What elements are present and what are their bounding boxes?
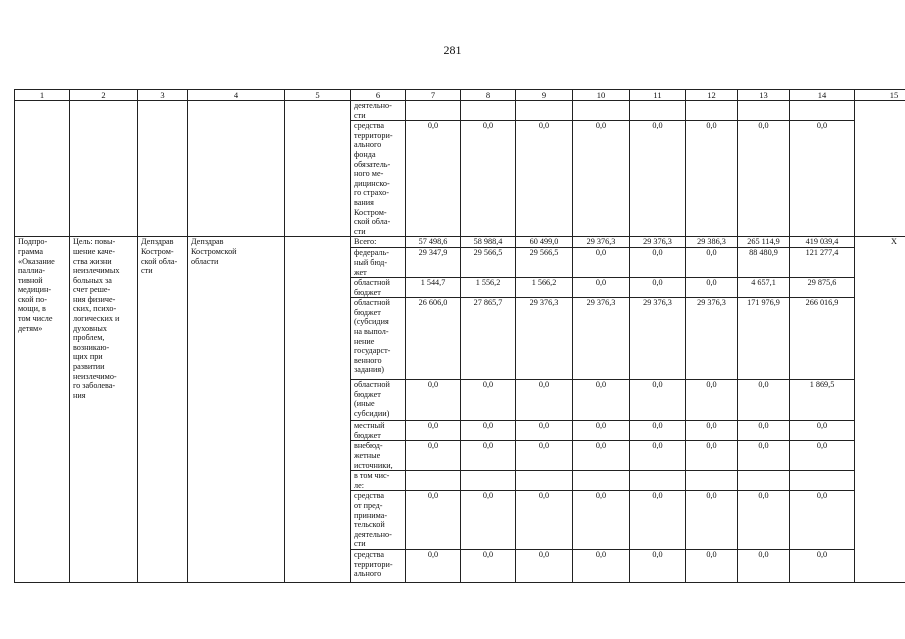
page-number: 281 bbox=[443, 43, 462, 57]
column-number-cell: 5 bbox=[285, 90, 351, 101]
value-cell: 0,0 bbox=[461, 550, 516, 583]
empty-cell bbox=[285, 101, 351, 237]
value-cell: 0,0 bbox=[516, 380, 573, 421]
value-cell: 27 865,7 bbox=[461, 298, 516, 380]
value-cell bbox=[790, 471, 855, 491]
value-cell: 4 657,1 bbox=[738, 278, 790, 298]
empty-cell bbox=[285, 237, 351, 583]
funding-source-label: средства территори- ального фонда обязатель- ного ме- дицинско- го страхо- вания Костром- ской обла- сти bbox=[351, 121, 406, 237]
value-cell: 29 376,3 bbox=[630, 298, 686, 380]
value-cell: 0,0 bbox=[516, 441, 573, 471]
funding-source-label: внебюд- жетные источники, bbox=[351, 441, 406, 471]
value-cell bbox=[516, 471, 573, 491]
value-cell: 0,0 bbox=[686, 491, 738, 550]
budget-table bbox=[14, 89, 905, 583]
value-cell: 0,0 bbox=[573, 278, 630, 298]
value-cell: 0,0 bbox=[790, 121, 855, 237]
value-cell: 0,0 bbox=[790, 421, 855, 441]
empty-cell bbox=[188, 101, 285, 237]
value-cell: 0,0 bbox=[573, 491, 630, 550]
value-cell: 0,0 bbox=[630, 491, 686, 550]
value-cell: 0,0 bbox=[630, 380, 686, 421]
column-number-cell: 1 bbox=[15, 90, 70, 101]
value-cell: 0,0 bbox=[790, 491, 855, 550]
column-number-cell: 9 bbox=[516, 90, 573, 101]
column-number-cell: 8 bbox=[461, 90, 516, 101]
goal-description: Цель: повы- шение каче- ства жизни неизлечимых больных за счет реше- ния физиче- ских, психо- логических и духовных проблем, возникаю- щих при развитии неизлечимо- го заболева- ния bbox=[70, 237, 138, 583]
value-cell: 0,0 bbox=[738, 491, 790, 550]
value-cell: 0,0 bbox=[686, 121, 738, 237]
value-cell bbox=[790, 101, 855, 121]
value-cell: 0,0 bbox=[686, 278, 738, 298]
value-cell: 0,0 bbox=[738, 380, 790, 421]
value-cell: 0,0 bbox=[686, 421, 738, 441]
value-cell: 0,0 bbox=[630, 421, 686, 441]
value-cell: 1 544,7 bbox=[406, 278, 461, 298]
column-number-cell: 14 bbox=[790, 90, 855, 101]
subprogram-name: Подпро- грамма «Оказание паллиа- тивной медицин- ской по- мощи, в том числе детям» bbox=[15, 237, 70, 583]
value-cell: 171 976,9 bbox=[738, 298, 790, 380]
value-cell: 0,0 bbox=[516, 550, 573, 583]
column-number-cell: 3 bbox=[138, 90, 188, 101]
value-cell: 0,0 bbox=[686, 550, 738, 583]
empty-cell bbox=[855, 101, 905, 237]
value-cell: 0,0 bbox=[573, 121, 630, 237]
value-cell: 29 376,3 bbox=[573, 237, 630, 248]
value-cell bbox=[406, 101, 461, 121]
value-cell bbox=[406, 471, 461, 491]
table-row bbox=[15, 101, 905, 121]
empty-cell bbox=[15, 101, 70, 237]
value-cell: 1 869,5 bbox=[790, 380, 855, 421]
value-cell: 0,0 bbox=[461, 121, 516, 237]
value-cell bbox=[573, 101, 630, 121]
funding-source-label: Всего: bbox=[351, 237, 406, 248]
column-number-cell: 6 bbox=[351, 90, 406, 101]
value-cell: 0,0 bbox=[516, 421, 573, 441]
value-cell bbox=[461, 471, 516, 491]
value-cell: 26 606,0 bbox=[406, 298, 461, 380]
value-cell: 29 875,6 bbox=[790, 278, 855, 298]
value-cell: 0,0 bbox=[630, 550, 686, 583]
responsible-executor: Депздрав Костром- ской обла- сти bbox=[138, 237, 188, 583]
value-cell: 0,0 bbox=[738, 421, 790, 441]
funding-source-label: средства от пред- принима- тельской деятельно- сти bbox=[351, 491, 406, 550]
value-cell: 0,0 bbox=[461, 421, 516, 441]
value-cell: 0,0 bbox=[573, 421, 630, 441]
value-cell: 0,0 bbox=[406, 550, 461, 583]
funding-source-label: средства территори- ального bbox=[351, 550, 406, 583]
funding-source-label: федераль- ный бюд- жет bbox=[351, 248, 406, 278]
value-cell bbox=[516, 101, 573, 121]
value-cell: 1 556,2 bbox=[461, 278, 516, 298]
table-row bbox=[15, 237, 905, 248]
empty-cell bbox=[70, 101, 138, 237]
value-cell: 57 498,6 bbox=[406, 237, 461, 248]
empty-cell bbox=[138, 101, 188, 237]
value-cell: 0,0 bbox=[686, 441, 738, 471]
value-cell: 29 566,5 bbox=[461, 248, 516, 278]
value-cell: 0,0 bbox=[630, 248, 686, 278]
funding-source-label: в том чис- ле: bbox=[351, 471, 406, 491]
value-cell: 0,0 bbox=[406, 491, 461, 550]
column-number-row bbox=[15, 90, 905, 101]
column-number-cell: 13 bbox=[738, 90, 790, 101]
value-cell: 0,0 bbox=[406, 121, 461, 237]
value-cell: 0,0 bbox=[406, 441, 461, 471]
value-cell: 266 016,9 bbox=[790, 298, 855, 380]
column-number-cell: 2 bbox=[70, 90, 138, 101]
value-cell: 1 566,2 bbox=[516, 278, 573, 298]
value-cell bbox=[738, 471, 790, 491]
funding-source-label: областной бюджет (иные субсидии) bbox=[351, 380, 406, 421]
value-cell: 0,0 bbox=[573, 380, 630, 421]
column-number-cell: 7 bbox=[406, 90, 461, 101]
value-cell: 0,0 bbox=[573, 441, 630, 471]
value-cell: 29 376,3 bbox=[630, 237, 686, 248]
value-cell: 0,0 bbox=[406, 421, 461, 441]
co-executor: Депздрав Костромской области bbox=[188, 237, 285, 583]
value-cell: 0,0 bbox=[686, 248, 738, 278]
mark-cell: X bbox=[855, 237, 905, 583]
value-cell: 88 480,9 bbox=[738, 248, 790, 278]
funding-source-label: областной бюджет bbox=[351, 278, 406, 298]
value-cell: 0,0 bbox=[573, 550, 630, 583]
value-cell bbox=[686, 101, 738, 121]
column-number-cell: 12 bbox=[686, 90, 738, 101]
value-cell: 0,0 bbox=[461, 441, 516, 471]
value-cell: 0,0 bbox=[790, 550, 855, 583]
value-cell: 0,0 bbox=[686, 380, 738, 421]
value-cell: 0,0 bbox=[630, 278, 686, 298]
value-cell bbox=[630, 471, 686, 491]
value-cell bbox=[686, 471, 738, 491]
value-cell: 29 376,3 bbox=[573, 298, 630, 380]
value-cell bbox=[573, 471, 630, 491]
value-cell: 0,0 bbox=[573, 248, 630, 278]
value-cell: 0,0 bbox=[516, 491, 573, 550]
column-number-cell: 15 bbox=[855, 90, 905, 101]
value-cell: 0,0 bbox=[461, 380, 516, 421]
value-cell: 0,0 bbox=[738, 550, 790, 583]
value-cell: 29 376,3 bbox=[686, 298, 738, 380]
funding-source-label: деятельно- сти bbox=[351, 101, 406, 121]
column-number-cell: 11 bbox=[630, 90, 686, 101]
value-cell: 29 566,5 bbox=[516, 248, 573, 278]
value-cell: 419 039,4 bbox=[790, 237, 855, 248]
value-cell bbox=[461, 101, 516, 121]
value-cell: 121 277,4 bbox=[790, 248, 855, 278]
value-cell: 0,0 bbox=[406, 380, 461, 421]
value-cell: 265 114,9 bbox=[738, 237, 790, 248]
value-cell: 58 988,4 bbox=[461, 237, 516, 248]
value-cell: 0,0 bbox=[630, 121, 686, 237]
value-cell bbox=[630, 101, 686, 121]
value-cell: 0,0 bbox=[738, 121, 790, 237]
value-cell: 29 376,3 bbox=[516, 298, 573, 380]
value-cell: 29 347,9 bbox=[406, 248, 461, 278]
value-cell: 29 386,3 bbox=[686, 237, 738, 248]
value-cell bbox=[738, 101, 790, 121]
value-cell: 0,0 bbox=[738, 441, 790, 471]
value-cell: 0,0 bbox=[630, 441, 686, 471]
column-number-cell: 10 bbox=[573, 90, 630, 101]
column-number-cell: 4 bbox=[188, 90, 285, 101]
funding-source-label: местный бюджет bbox=[351, 421, 406, 441]
value-cell: 0,0 bbox=[461, 491, 516, 550]
funding-source-label: областной бюджет (субсидия на выпол- нение государст- венного задания) bbox=[351, 298, 406, 380]
value-cell: 60 499,0 bbox=[516, 237, 573, 248]
value-cell: 0,0 bbox=[790, 441, 855, 471]
value-cell: 0,0 bbox=[516, 121, 573, 237]
